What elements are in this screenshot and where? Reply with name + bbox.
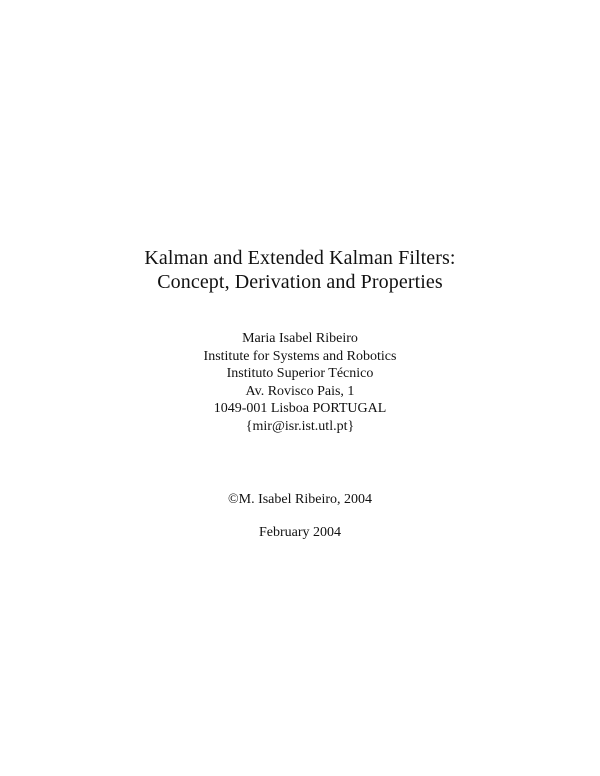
author-email: {mir@isr.ist.utl.pt} <box>245 418 355 434</box>
author-affiliation <box>0 330 600 436</box>
title-line-1: Kalman and Extended Kalman Filters: <box>144 247 456 269</box>
paper-title <box>0 246 600 294</box>
author-name: Maria Isabel Ribeiro <box>242 331 358 346</box>
title-line-2: Concept, Derivation and Properties <box>157 271 443 293</box>
copyright-notice: ©M. Isabel Ribeiro, 2004 <box>227 492 372 507</box>
publication-date: February 2004 <box>258 525 342 540</box>
author-institute: Institute for Systems and Robotics <box>203 348 397 364</box>
author-street: Av. Rovisco Pais, 1 <box>245 383 355 399</box>
author-city: 1049-001 Lisboa PORTUGAL <box>213 401 387 417</box>
author-school: Instituto Superior Técnico <box>226 366 374 382</box>
